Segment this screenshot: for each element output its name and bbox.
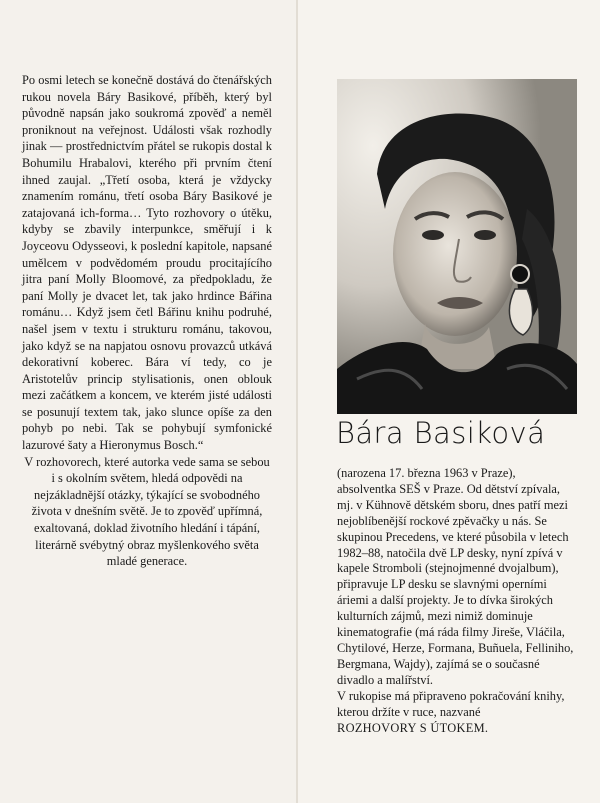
blurb-paragraph-2: V rozhovorech, které autorka vede sama se sebou i s okolním světem, hledá odpovědi na nejzákladnější otázky, týkající se svobodného života v dnešním světě. Je to zpověď upřímná, exaltovaná, doklad životního hledání i tápání, literárně svébytný obraz myšlenkového světa mladé generace. (24, 454, 270, 569)
blurb-paragraph-1: Po osmi letech se konečně dostává do čtenářských rukou novela Báry Basikové, příběh, který byl původně napsán jako soukromá zpověď a neměl proniknout na veřejnost. Události však rozhodly jinak — prostřednictvím přátel se rukopis dostal k Bohumilu Hrabalovi, kterého při prvním čtení ihned zaujal. „Třetí osoba, která je vždycky znamením románu, třetí osoba Báry Basikové je zatajovaná ich-forma… Tyto rozhovory o útěku, kdyby se zbavily interpunkce, směřují i k Joyceovu Odysseovi, k poslední kapitole, napsané umělcem v podvědomém proudu procitajícího jitra paní Molly Bloomové, za předpokladu, že paní Molly je dvacet let, tak jako hrdince Bářina románu… Když jsem četl Bářinu knihu podruhé, našel jsem v textu i strukturu románu, takovou, jako když se na napjatou osnovu provazců utkává dekorativní koberec. Bára ví tedy, co je Aristotelův princip stylisationis, onen oblouk mezi začátkem a koncem, ve kterém jisté události se posunují textem tak, jako slunce opíše za den pohyb po nebi. Tak se pohybují symfonické lazurové šaty a Hieronymus Bosch.“ (22, 73, 272, 453)
author-bio (337, 466, 577, 736)
blurb-text (22, 72, 272, 570)
bio-paragraph-1: (narozena 17. března 1963 v Praze), absolventka SEŠ v Praze. Od dětství zpívala, mj. v Kühnově dětském sboru, dnes patří mezi nejoblíbenější rockové zpěvačky u nás. Se skupinou Precedens, ve které působila v letech 1982–88, natočila dvě LP desky, nyní zpívá v kapele Stromboli (stejnojmenné dvojalbum), připravuje LP desku se slavnými operními áriemi a další projekty. Je to dívka širokých kulturních zájmů, mezi nimiž dominuje kinematografie (má ráda filmy Jireše, Vláčila, Chytilové, Herze, Formana, Buñuela, Felliniho, Bergmana, Wajdy), zajímá se o současné divadlo a malířství. (337, 466, 574, 687)
author-portrait-icon (337, 79, 577, 414)
author-name: Bára Basiková (336, 416, 546, 450)
book-title: ROZHOVORY S ÚTOKEM. (337, 720, 489, 735)
bio-paragraph-2: V rukopise má připraveno pokračování knihy, kterou držíte v ruce, nazvané (337, 688, 565, 719)
